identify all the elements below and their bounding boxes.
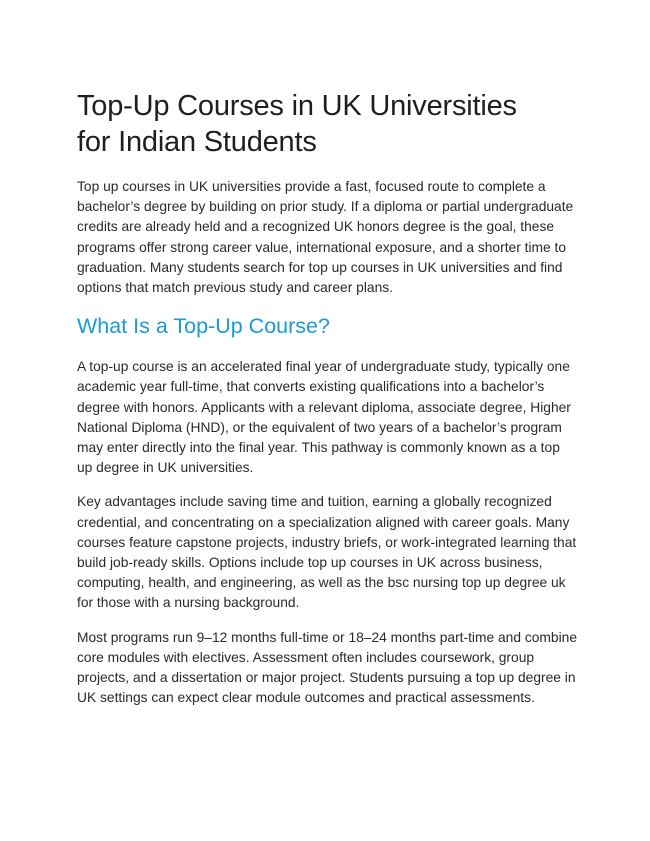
section-paragraph-3: Most programs run 9–12 months full-time or 18–24 months part-time and combine core modules with electives. Assessment often includes coursework, group projects, and a dissertation or major project. Students pursuing a top up degree in UK settings can expect clear module outcomes and practical assessments. [77, 629, 577, 706]
title-line-1: Top-Up Courses in UK Universities [77, 90, 517, 122]
section-heading: What Is a Top-Up Course? [77, 314, 330, 339]
intro-paragraph: Top up courses in UK universities provide a fast, focused route to complete a bachelor’s degree by building on prior study. If a diploma or partial undergraduate credits are already held and a recognized UK honors degree is the goal, these programs offer strong career value, international exposure, and a shorter time to graduation. Many students search for top up courses in UK universities and find options that match previous study and career plans. [77, 179, 574, 296]
document-body [77, 88, 577, 708]
title-line-2: for Indian Students [77, 126, 317, 158]
page-title [77, 88, 577, 160]
section-paragraph-1: A top-up course is an accelerated final year of undergraduate study, typically one academic year full-time, that converts existing qualifications into a bachelor’s degree with honors. Applicants with a relevant diploma, associate degree, Higher National Diploma (HND), or the equivalent of two years of a bachelor’s program may enter directly into the final year. This pathway is commonly known as a top up degree in UK universities. [77, 359, 571, 476]
section-paragraph-2: Key advantages include saving time and tuition, earning a globally recognized credential, and concentrating on a specialization aligned with career goals. Many courses feature capstone projects, industry briefs, or work-integrated learning that build job-ready skills. Options include top up courses in UK across business, computing, health, and engineering, as well as the bsc nursing top up degree uk for those with a nursing background. [77, 494, 577, 611]
